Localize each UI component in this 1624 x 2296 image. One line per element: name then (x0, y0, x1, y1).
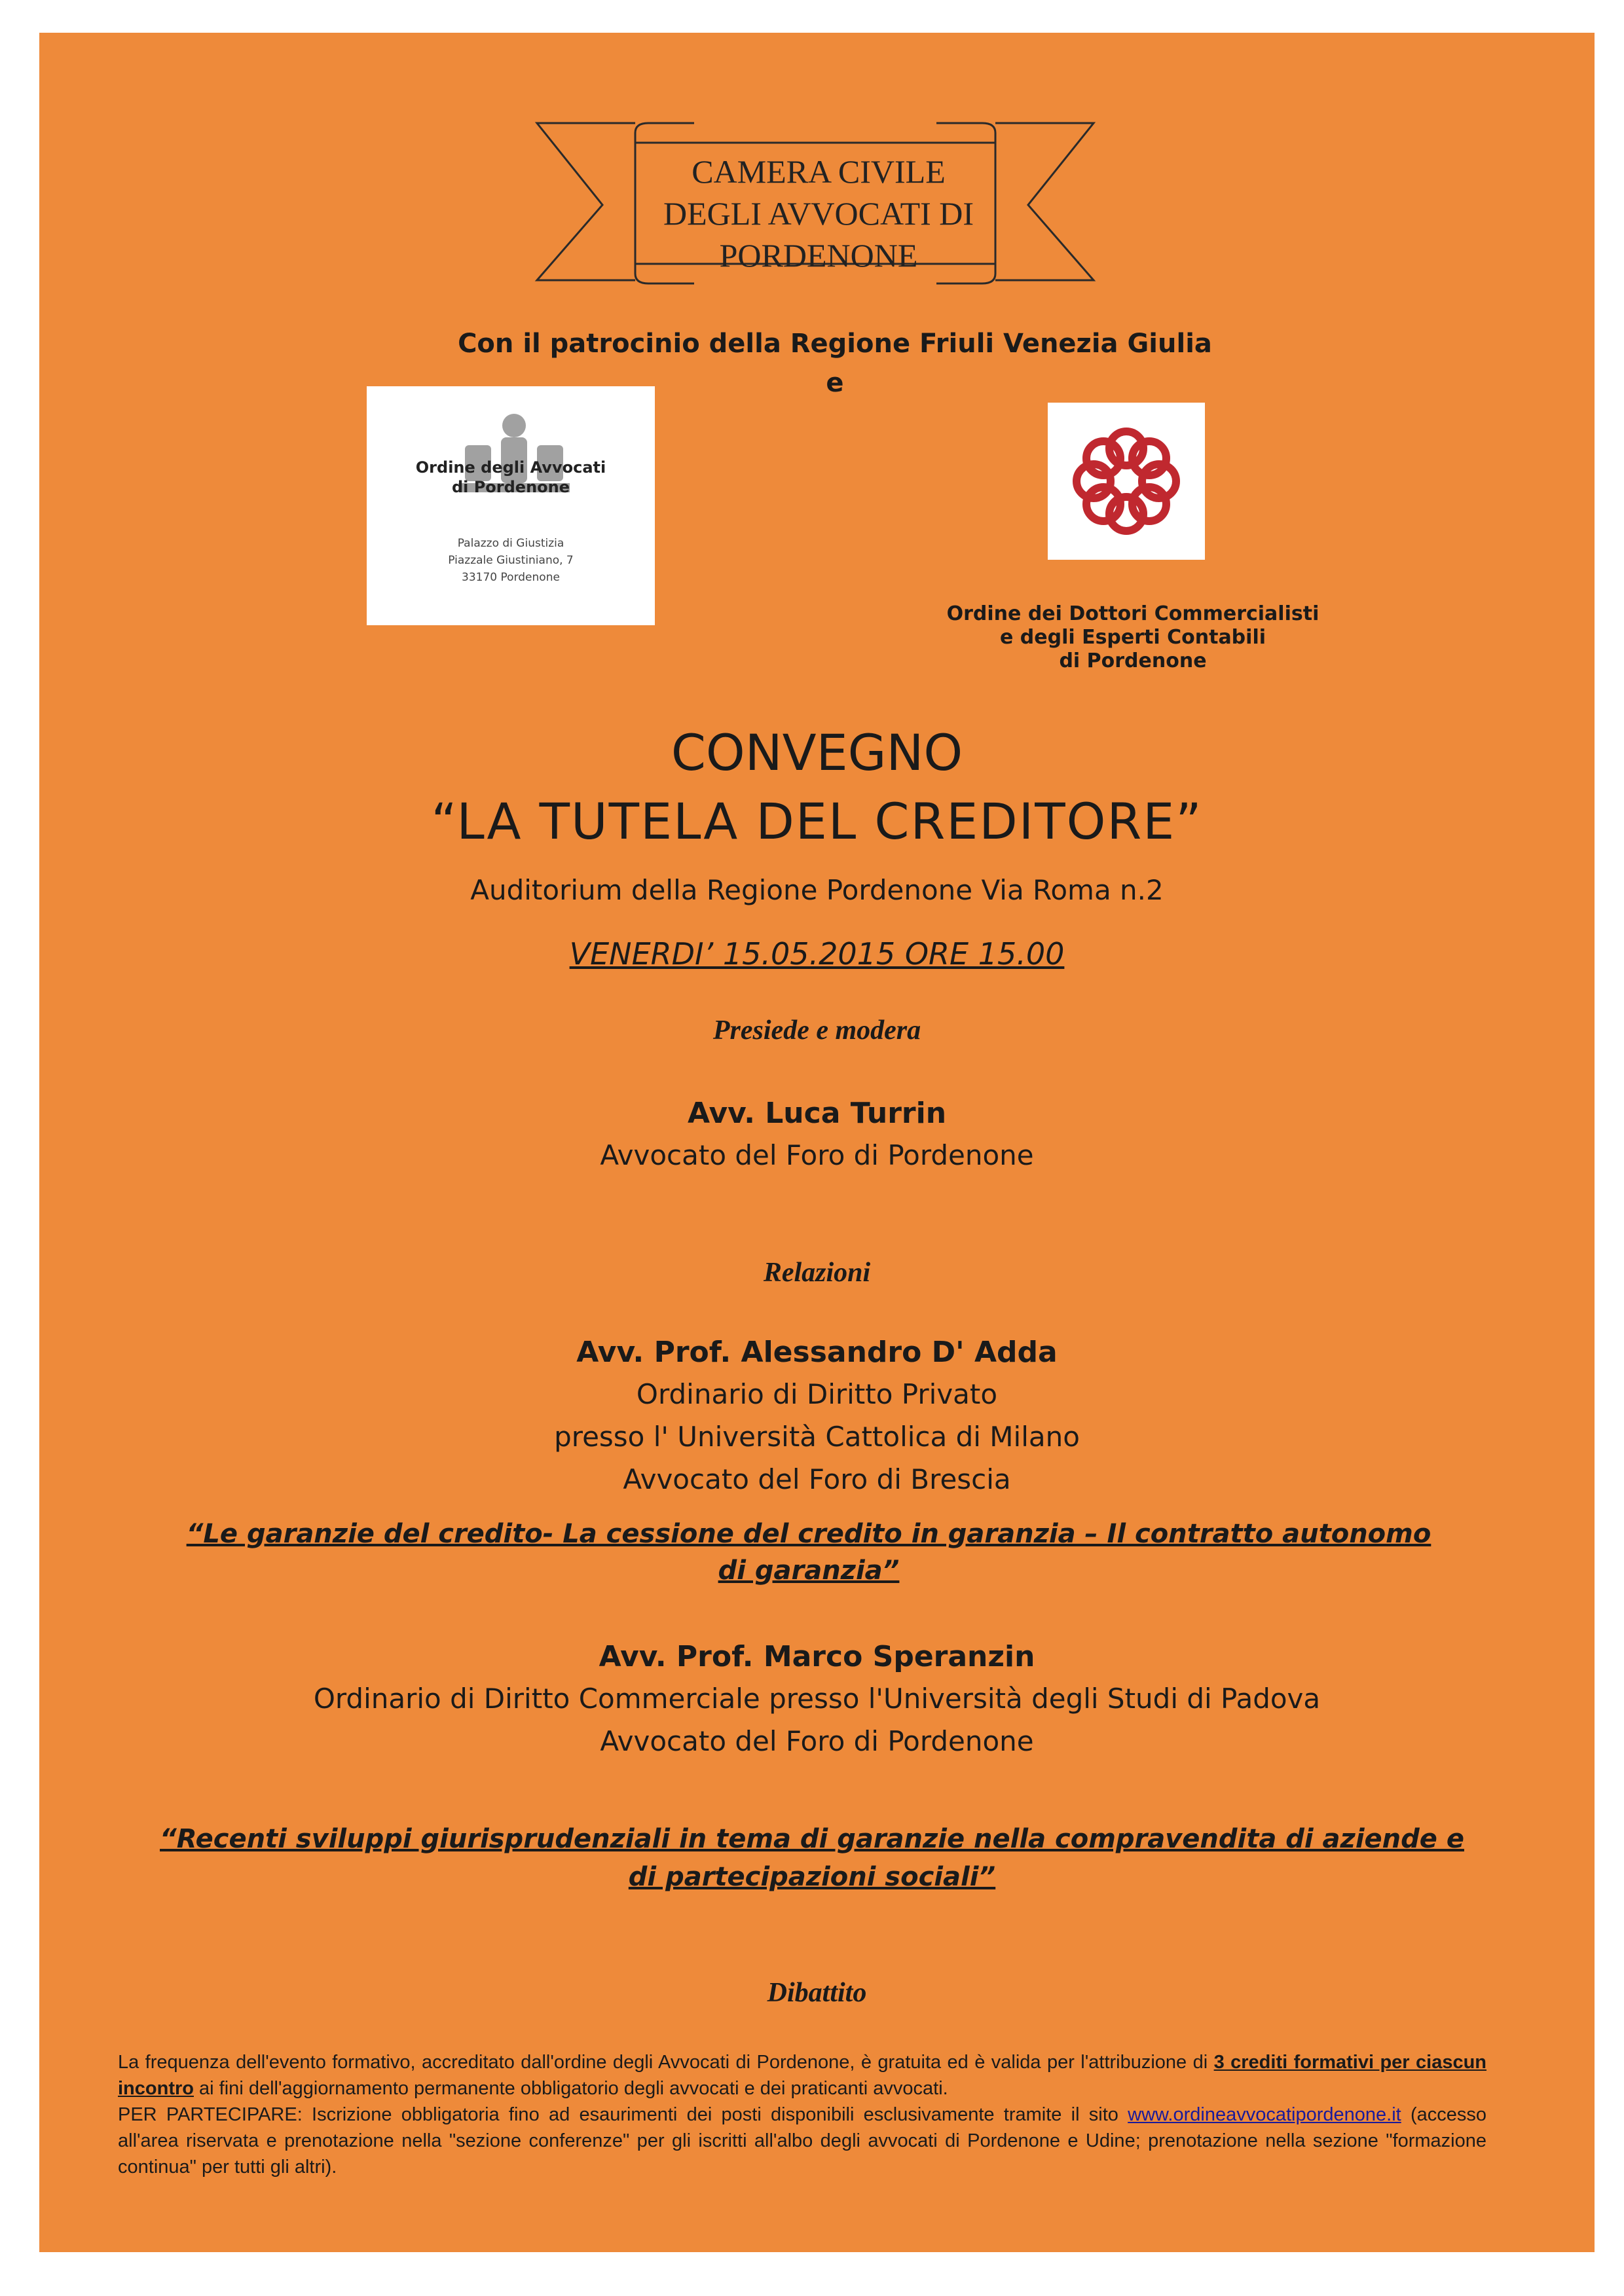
logo-left-name-1: Ordine degli Avvocati (415, 458, 606, 477)
event-title: “LA TUTELA DEL CREDITORE” (431, 792, 1203, 850)
logo-commercialisti-caption (923, 602, 1342, 673)
speaker-1-talk (124, 1516, 1493, 1589)
footer-p1-text-a: La frequenza dell'evento formativo, accreditato dall'ordine degli Avvocati di Pordenone, è gratuita ed è valida per l'attribuzione di (118, 2052, 1214, 2073)
speaker-1-line-2: presso l' Università Cattolica di Milano (554, 1421, 1080, 1453)
logo-commercialisti (1048, 403, 1205, 560)
speaker-1-line-3: Avvocato del Foro di Brescia (623, 1463, 1011, 1495)
event-venue: Auditorium della Regione Pordenone Via Roma n.2 (470, 874, 1164, 906)
event-datetime: VENERDI’ 15.05.2015 ORE 15.00 (569, 936, 1065, 972)
speaker-1-talk-line-1: “Le garanzie del credito- La cessione del credito in garanzia – Il contratto autonomo (186, 1519, 1431, 1549)
odc-line-3: di Pordenone (1059, 649, 1207, 672)
relazioni-heading: Relazioni (763, 1258, 871, 1288)
footer-notes (118, 2049, 1486, 2180)
speaker-1-name: Avv. Prof. Alessandro D' Adda (576, 1336, 1058, 1369)
odc-line-2: e degli Esperti Contabili (999, 626, 1266, 649)
speaker-2-talk (124, 1820, 1500, 1896)
footer-p1-text-b: ai fini dell'aggiornamento permanente obbligatorio degli avvocati e dei praticanti avvocati. (194, 2078, 948, 2099)
footer-paragraph-2 (118, 2102, 1486, 2180)
event-label: CONVEGNO (671, 723, 963, 782)
speaker-1-talk-line-2: di garanzia” (718, 1556, 900, 1586)
banner-title (635, 151, 1002, 276)
moderator-name: Avv. Luca Turrin (687, 1097, 947, 1130)
footer-site-link[interactable]: www.ordineavvocatipordenone.it (1128, 2104, 1401, 2125)
poster (39, 33, 1595, 2252)
speaker-2-name: Avv. Prof. Marco Speranzin (599, 1640, 1035, 1673)
logo-left-name-2: di Pordenone (451, 478, 570, 496)
dibattito-heading: Dibattito (767, 1978, 867, 2008)
moderator-heading: Presiede e modera (712, 1015, 921, 1046)
footer-paragraph-1 (118, 2049, 1486, 2102)
speaker-2-line-2: Avvocato del Foro di Pordenone (600, 1725, 1034, 1757)
odc-line-1: Ordine dei Dottori Commercialisti (946, 602, 1320, 625)
logo-left-address-3: 33170 Pordenone (462, 571, 560, 584)
footer-credits: 3 crediti formativi per ciascun incontro (118, 2052, 1487, 2099)
speaker-1-line-1: Ordinario di Diritto Privato (636, 1378, 998, 1410)
banner-line-1: CAMERA CIVILE (692, 153, 946, 190)
banner-line-2: DEGLI AVVOCATI DI (663, 195, 974, 232)
moderator-role: Avvocato del Foro di Pordenone (600, 1139, 1034, 1171)
patrocinio-line-2: e (826, 368, 844, 398)
banner-line-3: PORDENONE (719, 237, 918, 274)
logo-left-address-2: Piazzale Giustiniano, 7 (448, 554, 574, 567)
speaker-2-talk-line-1: “Recenti sviluppi giurisprudenziali in tema di garanzie nella compravendita di aziende e (160, 1824, 1464, 1854)
logo-left-address-1: Palazzo di Giustizia (457, 537, 564, 550)
logo-ordine-avvocati (367, 386, 655, 625)
patrocinio-line-1: Con il patrocinio della Regione Friuli Venezia Giulia (458, 329, 1212, 359)
footer-p2-text-a: PER PARTECIPARE: Iscrizione obbligatoria fino ad esaurimenti dei posti disponibili esclusivamente tramite il sito (118, 2104, 1128, 2125)
footer-p2-text-b: (accesso all'area riservata e prenotazione nella "sezione conferenze" per gli iscritti all'albo degli avvocati di Pordenone e Udine; prenotazione nella sezione "formazione continua" per tutti gli altri). (118, 2104, 1486, 2178)
speaker-2-line-1: Ordinario di Diritto Commerciale presso l'Università degli Studi di Padova (313, 1683, 1321, 1715)
speaker-2-talk-line-2: di partecipazioni sociali” (628, 1862, 996, 1892)
commercialisti-rosette-icon (1048, 403, 1205, 560)
